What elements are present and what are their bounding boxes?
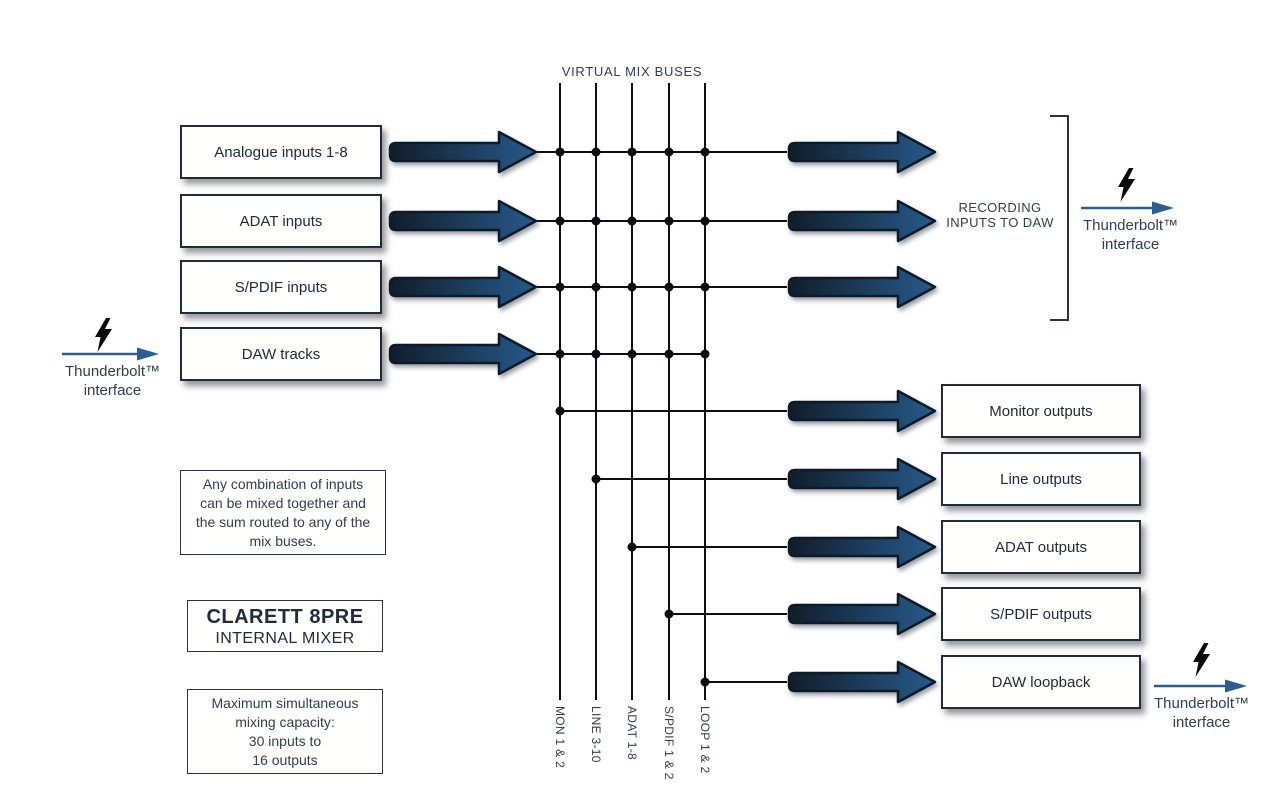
bus-label-loop: LOOP 1 & 2 bbox=[698, 706, 712, 774]
thunderbolt-sublabel: interface bbox=[1101, 236, 1160, 253]
output-arrow bbox=[789, 594, 935, 634]
input-box-label: S/PDIF inputs bbox=[234, 278, 328, 296]
input-arrow bbox=[390, 201, 536, 241]
recording-inputs-label bbox=[929, 200, 1071, 230]
device-title: CLARETT 8PRE bbox=[206, 605, 364, 628]
junction-dot bbox=[628, 148, 637, 157]
thunderbolt-name: Thunderbolt™ bbox=[1153, 695, 1250, 712]
output-arrow bbox=[789, 459, 935, 499]
junction-dot bbox=[665, 217, 674, 226]
thunderbolt-name: Thunderbolt™ bbox=[64, 363, 161, 380]
thunderbolt-label-left bbox=[40, 362, 185, 400]
junction-dot bbox=[628, 283, 637, 292]
thunderbolt-label-top-right bbox=[1058, 216, 1203, 254]
thunderbolt-label-bottom-right bbox=[1129, 694, 1274, 732]
thunderbolt-arrowhead-bottom-right bbox=[1225, 680, 1247, 693]
input-box-daw-tracks bbox=[180, 327, 382, 381]
output-box-daw-loopback bbox=[941, 655, 1141, 709]
junction-dot bbox=[592, 475, 601, 484]
lightning-bolt-icon bbox=[1193, 643, 1210, 677]
junction-dot bbox=[628, 350, 637, 359]
recording-arrow bbox=[789, 132, 935, 172]
output-arrow bbox=[789, 662, 935, 702]
recording-arrow bbox=[789, 267, 935, 307]
note-line: Maximum simultaneous bbox=[211, 694, 359, 711]
input-box-adat bbox=[180, 194, 382, 248]
junction-dot bbox=[701, 217, 710, 226]
recording-arrow bbox=[789, 201, 935, 241]
lightning-bolt-icon bbox=[95, 318, 112, 352]
output-box-line bbox=[941, 452, 1141, 506]
junction-dot bbox=[592, 283, 601, 292]
junction-dot bbox=[701, 283, 710, 292]
junction-dot bbox=[665, 148, 674, 157]
output-box-monitor bbox=[941, 384, 1141, 438]
input-arrow bbox=[390, 132, 536, 172]
junction-dot bbox=[592, 217, 601, 226]
junction-dot bbox=[592, 350, 601, 359]
junction-dot bbox=[665, 283, 674, 292]
thunderbolt-arrowhead-left bbox=[137, 348, 159, 361]
note-line: mixing capacity: bbox=[235, 713, 335, 730]
output-box-label: DAW loopback bbox=[991, 673, 1091, 691]
input-box-label: Analogue inputs 1-8 bbox=[214, 143, 348, 161]
note-line: 30 inputs to bbox=[248, 732, 322, 749]
input-arrow bbox=[390, 267, 536, 307]
mix-combination-note bbox=[180, 470, 386, 555]
note-line: 16 outputs bbox=[252, 751, 318, 768]
input-box-label: ADAT inputs bbox=[239, 212, 323, 230]
input-box-label: DAW tracks bbox=[241, 345, 321, 363]
output-arrow bbox=[789, 527, 935, 567]
input-box-spdif bbox=[180, 260, 382, 314]
junction-dot bbox=[701, 678, 710, 687]
bus-label-spdif: S/PDIF 1 & 2 bbox=[662, 706, 676, 780]
junction-dot bbox=[701, 350, 710, 359]
device-title-box bbox=[187, 600, 383, 652]
thunderbolt-sublabel: interface bbox=[1172, 714, 1231, 731]
recording-inputs-line2: INPUTS TO DAW bbox=[946, 215, 1054, 230]
junction-dot bbox=[556, 217, 565, 226]
junction-dot bbox=[628, 217, 637, 226]
note-line: the sum routed to any of the bbox=[195, 513, 371, 530]
virtual-mix-buses-header: VIRTUAL MIX BUSES bbox=[561, 64, 703, 79]
output-box-label: Line outputs bbox=[1000, 470, 1082, 488]
junction-dot bbox=[665, 610, 674, 619]
note-line: mix buses. bbox=[249, 532, 317, 549]
input-box-analogue bbox=[180, 125, 382, 179]
thunderbolt-sublabel: interface bbox=[83, 382, 142, 399]
output-box-adat bbox=[941, 520, 1141, 574]
junction-dot bbox=[701, 148, 710, 157]
junction-dot bbox=[592, 148, 601, 157]
bus-label-line: LINE 3-10 bbox=[589, 706, 603, 763]
note-line: Any combination of inputs bbox=[202, 475, 364, 492]
junction-dot bbox=[628, 543, 637, 552]
junction-dot bbox=[556, 407, 565, 416]
output-box-spdif bbox=[941, 587, 1141, 641]
output-arrow bbox=[789, 391, 935, 431]
thunderbolt-arrowhead-top-right bbox=[1152, 202, 1174, 215]
junction-dot bbox=[556, 283, 565, 292]
output-box-label: S/PDIF outputs bbox=[990, 605, 1092, 623]
note-line: can be mixed together and bbox=[200, 494, 366, 511]
junction-dot bbox=[556, 350, 565, 359]
mixing-capacity-note bbox=[187, 689, 383, 774]
recording-inputs-line1: RECORDING bbox=[958, 200, 1042, 215]
lightning-bolt-icon bbox=[1118, 168, 1135, 202]
junction-dot bbox=[556, 148, 565, 157]
thunderbolt-name: Thunderbolt™ bbox=[1082, 217, 1179, 234]
output-box-label: Monitor outputs bbox=[989, 402, 1093, 420]
junction-dot bbox=[665, 350, 674, 359]
output-box-label: ADAT outputs bbox=[995, 538, 1087, 556]
bus-label-mon: MON 1 & 2 bbox=[553, 706, 567, 769]
device-subtitle: INTERNAL MIXER bbox=[215, 629, 355, 647]
input-arrow bbox=[390, 334, 536, 374]
bus-label-adat: ADAT 1-8 bbox=[625, 706, 639, 760]
